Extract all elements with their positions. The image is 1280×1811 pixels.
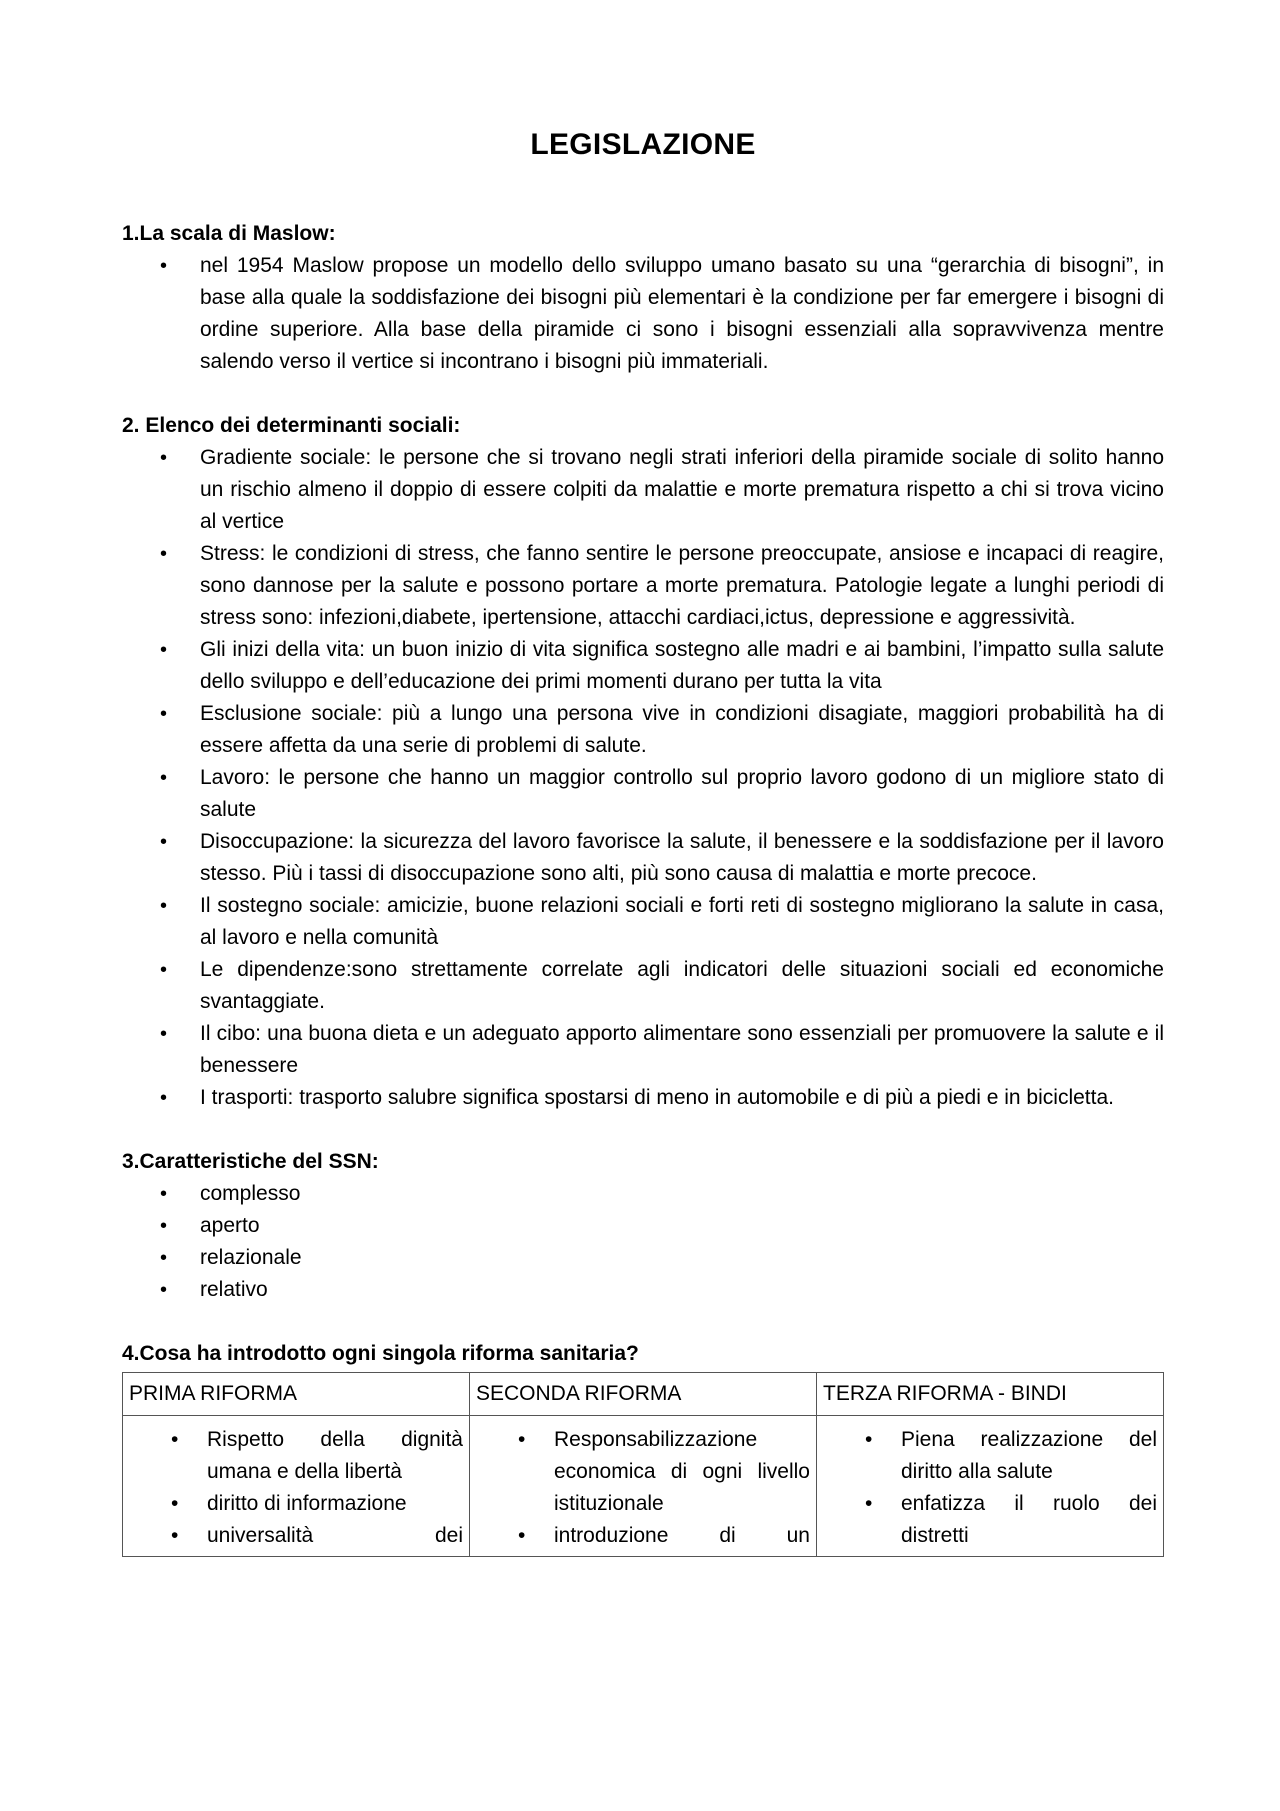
determinanti-list bbox=[122, 442, 1164, 1114]
list-item: • Responsabilizzazione economica di ogni livello istituzionale bbox=[476, 1424, 810, 1520]
list-item: • Lavoro: le persone che hanno un maggior controllo sul proprio lavoro godono di un migliore stato di salute bbox=[122, 762, 1164, 826]
maslow-list bbox=[122, 250, 1164, 378]
list-item: • Il sostegno sociale: amicizie, buone relazioni sociali e forti reti di sostegno migliorano la salute in casa, al lavoro e nella comunità bbox=[122, 890, 1164, 954]
table-header-row bbox=[123, 1373, 1164, 1416]
list-item: • relativo bbox=[122, 1274, 1164, 1306]
list-item: • universalità dei bbox=[129, 1520, 463, 1552]
list-item: • introduzione di un bbox=[476, 1520, 810, 1552]
ssn-list bbox=[122, 1178, 1164, 1306]
list-item: • Disoccupazione: la sicurezza del lavoro favorisce la salute, il benessere e la soddisfazione per il lavoro stesso. Più i tassi di disoccupazione sono alti, più sono causa di malattia e morte precoce. bbox=[122, 826, 1164, 890]
section-heading-determinanti: 2. Elenco dei determinanti sociali: bbox=[122, 414, 461, 437]
list-item: • Gradiente sociale: le persone che si trovano negli strati inferiori della piramide sociale di solito hanno un rischio almeno il doppio di essere colpiti da malattie e morte prematura rispetto a chi si trova vicino al vertice bbox=[122, 442, 1164, 538]
list-item: • nel 1954 Maslow propose un modello dello sviluppo umano basato su una “gerarchia di bisogni”, in base alla quale la soddisfazione dei bisogni più elementari è la condizione per far emergere i bisogni di ordine superiore. Alla base della piramide ci sono i bisogni essenziali alla sopravvivenza mentre salendo verso il vertice si incontrano i bisogni più immateriali. bbox=[122, 250, 1164, 378]
table-header-seconda: SECONDA RIFORMA bbox=[470, 1373, 817, 1416]
page-title: LEGISLAZIONE bbox=[530, 128, 756, 161]
table-header-prima: PRIMA RIFORMA bbox=[123, 1373, 470, 1416]
table-row bbox=[123, 1416, 1164, 1557]
list-item: • Piena realizzazione del diritto alla salute bbox=[823, 1424, 1157, 1488]
list-item: • diritto di informazione bbox=[129, 1488, 463, 1520]
list-item: • aperto bbox=[122, 1210, 1164, 1242]
table-cell-prima bbox=[123, 1416, 470, 1557]
list-item: • complesso bbox=[122, 1178, 1164, 1210]
table-cell-seconda bbox=[470, 1416, 817, 1557]
document-content bbox=[122, 218, 1164, 1557]
section-heading-maslow: 1.La scala di Maslow: bbox=[122, 222, 336, 245]
list-item: • Il cibo: una buona dieta e un adeguato apporto alimentare sono essenziali per promuovere la salute e il benessere bbox=[122, 1018, 1164, 1082]
section-heading-riforme: 4.Cosa ha introdotto ogni singola riforma sanitaria? bbox=[122, 1342, 639, 1365]
table-header-terza: TERZA RIFORMA - BINDI bbox=[817, 1373, 1164, 1416]
list-item: • Gli inizi della vita: un buon inizio di vita significa sostegno alle madri e ai bambini, l’impatto sulla salute dello sviluppo e dell’educazione dei primi momenti durano per tutta la vita bbox=[122, 634, 1164, 698]
list-item: • Esclusione sociale: più a lungo una persona vive in condizioni disagiate, maggiori probabilità ha di essere affetta da una serie di problemi di salute. bbox=[122, 698, 1164, 762]
section-heading-ssn: 3.Caratteristiche del SSN: bbox=[122, 1150, 379, 1173]
list-item: • Stress: le condizioni di stress, che fanno sentire le persone preoccupate, ansiose e incapaci di reagire, sono dannose per la salute e possono portare a morte prematura. Patologie legate a lunghi periodi di stress sono: infezioni,diabete, ipertensione, attacchi cardiaci,ictus, depressione e aggressività. bbox=[122, 538, 1164, 634]
list-item: • I trasporti: trasporto salubre significa spostarsi di meno in automobile e di più a piedi e in bicicletta. bbox=[122, 1082, 1164, 1114]
list-item: • enfatizza il ruolo dei distretti bbox=[823, 1488, 1157, 1552]
table-cell-terza bbox=[817, 1416, 1164, 1557]
list-item: • relazionale bbox=[122, 1242, 1164, 1274]
list-item: • Rispetto della dignità umana e della libertà bbox=[129, 1424, 463, 1488]
list-item: • Le dipendenze:sono strettamente correlate agli indicatori delle situazioni sociali ed economiche svantaggiate. bbox=[122, 954, 1164, 1018]
riforme-table bbox=[122, 1372, 1164, 1557]
